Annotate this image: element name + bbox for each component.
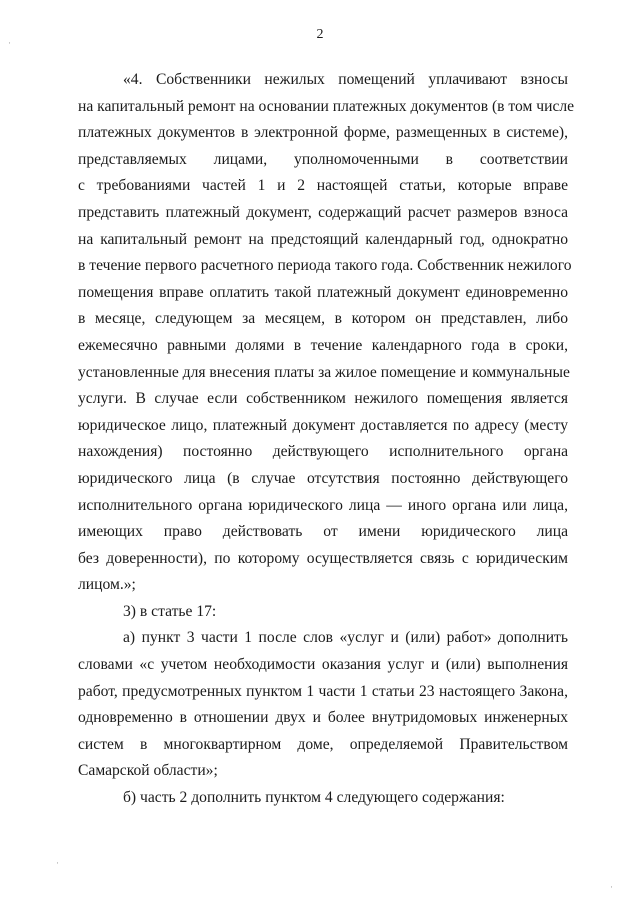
- text-line: установленные для внесения платы за жилое помещение и коммунальные: [78, 363, 570, 381]
- paragraph-item-3: [78, 599, 568, 626]
- scan-speck: ·: [610, 882, 613, 892]
- paragraph-4-owners: [78, 67, 575, 599]
- text-line: лицом.»;: [78, 576, 136, 594]
- scan-speck: ·: [56, 858, 59, 868]
- text-line: «4. Собственники нежилых помещений уплачивают взносы: [123, 71, 568, 88]
- text-line: ежемесячно равными долями в течение календарного года в сроки,: [78, 336, 568, 354]
- text-line: платежных документов в электронной форме, размещенных в системе),: [78, 124, 568, 142]
- text-line: юридического лица (в случае отсутствия постоянно действующего: [78, 469, 568, 487]
- text-line: словами «с учетом необходимости оказания услуг и (или) выполнения: [78, 656, 568, 674]
- text-line: на капитальный ремонт на основании платежных документов (в том числе: [78, 97, 575, 115]
- text-line: юридическое лицо, платежный документ доставляется по адресу (месту: [78, 416, 568, 434]
- paragraph-subitem-a: [78, 625, 568, 785]
- text-line: представить платежный документ, содержащий расчет размеров взноса: [78, 203, 568, 221]
- text-line: услуги. В случае если собственником нежилого помещения является: [78, 390, 568, 408]
- text-line: помещения вправе оплатить такой платежный документ единовременно: [78, 283, 568, 301]
- text-line: 3) в статье 17:: [123, 602, 217, 620]
- text-line: имеющих право действовать от имени юридического лица: [78, 523, 568, 541]
- text-line: в месяце, следующем за месяцем, в котором он представлен, либо: [78, 310, 568, 328]
- text-line: в течение первого расчетного периода такого года. Собственник нежилого: [78, 257, 572, 275]
- text-line: с требованиями частей 1 и 2 настоящей статьи, которые вправе: [78, 177, 568, 195]
- text-line: а) пункт 3 части 1 после слов «услуг и (или) работ» дополнить: [123, 629, 568, 647]
- text-line: б) часть 2 дополнить пунктом 4 следующего содержания:: [123, 789, 505, 807]
- scan-speck: ·: [8, 38, 11, 48]
- text-line: нахождения) постоянно действующего исполнительного органа: [78, 443, 568, 461]
- document-body: [78, 67, 575, 812]
- text-line: систем в многоквартирном доме, определяемой Правительством: [78, 735, 568, 753]
- page-number: 2: [316, 27, 324, 42]
- text-line: на капитальный ремонт на предстоящий календарный год, однократно: [78, 230, 568, 248]
- paragraph-subitem-b: [78, 785, 568, 812]
- text-line: Самарской области»;: [78, 762, 218, 780]
- text-line: без доверенности), по которому осуществляется связь с юридическим: [78, 549, 568, 567]
- text-line: работ, предусмотренных пунктом 1 части 1 статьи 23 настоящего Закона,: [78, 682, 568, 700]
- text-line: одновременно в отношении двух и более внутридомовых инженерных: [78, 709, 568, 727]
- text-line: исполнительного органа юридического лица — иного органа или лица,: [78, 496, 568, 514]
- text-line: представляемых лицами, уполномоченными в соответствии: [78, 150, 568, 168]
